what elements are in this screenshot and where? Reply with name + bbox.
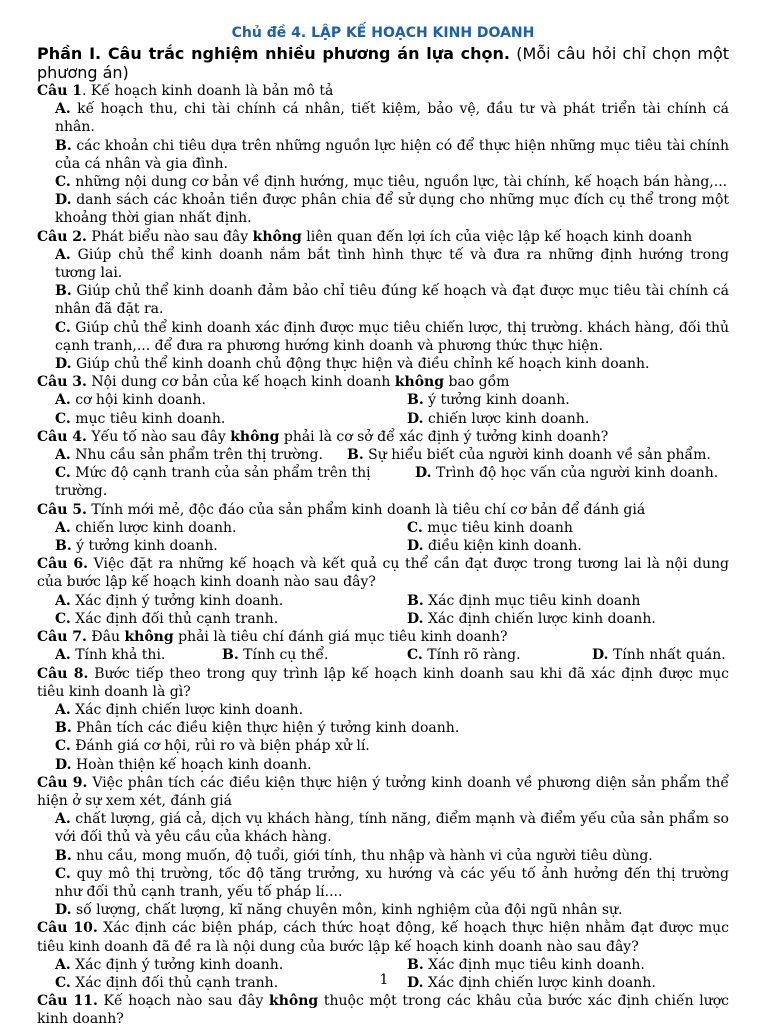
option-d: [407, 410, 729, 428]
option-text: Xác định đối thủ cạnh tranh.: [75, 610, 279, 627]
option-text: Giúp chủ thể kinh doanh chủ động thực hiện và điều chỉnh kế hoạch kinh doanh.: [75, 356, 650, 373]
question-text: Tính mới mẻ, độc đáo của sản phẩm kinh doanh là tiêu chí cơ bản để đánh giá: [86, 501, 646, 518]
option-key: C.: [55, 410, 71, 427]
question-number: Câu 3.: [37, 374, 87, 391]
question-text: Việc đặt ra những kế hoạch và kết quả cụ thể cần đạt được trong tương lai là nội dung của bước lập kế hoạch kinh doanh nào sau đây?: [37, 556, 729, 591]
option-text: kế hoạch thu, chi tài chính cá nhân, tiết kiệm, bảo vệ, đầu tư và phát triển tài chính cá nhân.: [55, 101, 729, 136]
option-key: A.: [55, 519, 71, 536]
option-a: [37, 701, 729, 719]
option-key: D.: [55, 356, 72, 373]
option-c: [407, 519, 729, 537]
question-6: [37, 555, 729, 591]
option-row: [37, 646, 729, 664]
option-c: [37, 319, 729, 355]
option-key: A.: [55, 956, 71, 973]
option-text: Sự hiểu biết của người kinh doanh về sản phẩm.: [368, 447, 711, 464]
option-b: [407, 391, 729, 409]
option-text: mục tiêu kinh doanh.: [75, 410, 226, 427]
question-1: [37, 82, 729, 100]
option-key: B.: [55, 538, 72, 555]
option-key: A.: [55, 246, 71, 263]
option-a: [55, 519, 407, 537]
option-row: [37, 391, 729, 409]
question-text-end: thuộc một trong các khâu của bước xác định chiến lược kinh doanh?: [37, 993, 729, 1028]
question-number: Câu 1: [37, 83, 83, 99]
question-emphasis: không: [394, 374, 445, 391]
option-key: D.: [55, 192, 72, 209]
question-text: Yếu tố nào sau đây: [86, 428, 231, 445]
option-text: điều kiện kinh doanh.: [427, 538, 582, 555]
option-c: [55, 610, 407, 628]
option-text: Xác định ý tưởng kinh doanh.: [75, 956, 284, 973]
question-number: Câu 10.: [37, 920, 98, 937]
question-8: [37, 665, 729, 701]
option-b: [37, 719, 729, 737]
option-key: B.: [55, 720, 72, 737]
question-text-end: phải là cơ sở để xác định ý tưởng kinh doanh?: [279, 428, 609, 445]
question-2: [37, 228, 729, 246]
question-number: Câu 7.: [37, 629, 87, 646]
option-text: Xác định ý tưởng kinh doanh.: [75, 592, 284, 609]
option-key: B.: [55, 847, 72, 864]
part-label: Phần I. Câu trắc nghiệm nhiều phương án lựa chọn.: [37, 44, 510, 63]
question-text: Việc phân tích các điều kiện thực hiện ý tưởng kinh doanh về phương diện sản phẩm thể hiện ở sự xem xét, đánh giá: [37, 774, 729, 809]
option-key: C.: [55, 174, 71, 191]
question-text: Đâu: [86, 629, 125, 646]
question-emphasis: không: [269, 993, 319, 1010]
option-text: các khoản chi tiêu dựa trên những nguồn lực hiện có để thực hiện những mục tiêu tài chính của cá nhân và gia đình.: [55, 137, 730, 172]
option-text: Tính nhất quán.: [612, 647, 726, 664]
question-number: Câu 9.: [37, 774, 88, 791]
option-key: A.: [55, 101, 71, 118]
question-11: [37, 992, 729, 1028]
question-number: Câu 6.: [37, 556, 89, 573]
option-c: [37, 865, 729, 901]
option-row: [37, 464, 729, 500]
option-text: chiến lược kinh doanh.: [75, 519, 237, 536]
part-heading: [37, 44, 729, 82]
option-c: [37, 737, 729, 755]
option-key: A.: [55, 701, 71, 718]
option-row: [37, 610, 729, 628]
option-a: [55, 646, 222, 664]
option-key: D.: [592, 647, 609, 664]
option-key: D.: [415, 465, 432, 482]
option-text: nhu cầu, mong muốn, độ tuổi, giới tính, thu nhập và hành vi của người tiêu dùng.: [76, 847, 653, 864]
question-7: [37, 628, 729, 646]
option-key: C.: [55, 865, 71, 882]
option-d: [415, 464, 729, 500]
option-b: [407, 592, 729, 610]
option-text: cơ hội kinh doanh.: [75, 392, 206, 409]
option-key: A.: [55, 392, 71, 409]
option-a: [55, 446, 347, 464]
question-number: Câu 5.: [37, 501, 87, 518]
option-b: [37, 847, 729, 865]
option-text: Tính khả thi.: [75, 647, 166, 664]
option-key: D.: [55, 756, 72, 773]
option-key: A.: [55, 447, 71, 464]
option-text: những nội dung cơ bản về định hướng, mục tiêu, nguồn lực, tài chính, kế hoạch bán hàng,...: [75, 174, 728, 191]
option-b: [55, 537, 407, 555]
question-text: Phát biểu nào sau đây: [86, 228, 253, 245]
option-text: Tính cụ thể.: [243, 647, 329, 664]
option-b: [37, 137, 729, 173]
question-number: Câu 2.: [37, 228, 87, 245]
option-key: B.: [55, 137, 72, 154]
question-emphasis: không: [230, 428, 280, 445]
option-key: A.: [55, 811, 71, 828]
option-a: [37, 100, 729, 136]
option-text: Giúp chủ thể kinh doanh nắm bắt tình hình thực tế và đưa ra những định hướng trong tương lai.: [55, 246, 730, 282]
option-b: [222, 646, 407, 664]
question-emphasis: không: [124, 629, 174, 646]
option-key: A.: [55, 592, 71, 609]
option-key: B.: [407, 592, 424, 609]
option-a: [37, 810, 729, 846]
option-text: Xác định chiến lược kinh doanh.: [427, 974, 656, 991]
option-key: C.: [55, 319, 71, 336]
question-text: Kế hoạch nào sau đây: [97, 993, 270, 1010]
option-text: Nhu cầu sản phẩm trên thị trường.: [75, 447, 323, 464]
option-text: Phân tích các điều kiện thực hiện ý tưởng kinh doanh.: [76, 720, 460, 737]
option-text: Xác định chiến lược kinh doanh.: [75, 701, 304, 718]
option-text: ý tưởng kinh doanh.: [76, 538, 218, 555]
option-a: [55, 391, 407, 409]
option-key: D.: [407, 974, 424, 991]
option-key: A.: [55, 647, 71, 664]
option-b: [37, 282, 729, 318]
option-d: [407, 537, 729, 555]
option-key: B.: [222, 647, 239, 664]
question-10: [37, 919, 729, 955]
option-key: C.: [407, 519, 423, 536]
option-text: mục tiêu kinh doanh: [427, 519, 573, 536]
option-text: Giúp chủ thể kinh doanh đảm bảo chỉ tiêu đúng kế hoạch và đạt được mục tiêu tài chính cá nhân đã đặt ra.: [55, 283, 729, 318]
option-text: Đánh giá cơ hội, rủi ro và biện pháp xử lí.: [75, 738, 370, 755]
option-text: danh sách các khoản tiền được phân chia để sử dụng cho những mục đích cụ thể trong một khoảng thời gian nhất định.: [55, 192, 730, 227]
option-row: [37, 446, 729, 464]
option-d: [592, 646, 729, 664]
option-key: C.: [407, 647, 423, 664]
option-text: ý tưởng kinh doanh.: [428, 392, 570, 409]
option-key: B.: [407, 956, 424, 973]
document-page: [37, 22, 729, 1029]
option-row: [37, 519, 729, 537]
option-row: [37, 592, 729, 610]
option-text: quy mô thị trường, tốc độ tăng trưởng, xu hướng và các yếu tố ảnh hưởng đến thị trường như đối thủ cạnh tranh, yếu tố pháp lí....: [55, 865, 729, 900]
question-number: Câu 8.: [37, 665, 89, 682]
option-b: [347, 446, 729, 464]
option-key: B.: [407, 392, 424, 409]
option-c: [55, 464, 415, 500]
option-key: C.: [55, 738, 71, 755]
question-text-end: liên quan đến lợi ích của việc lập kế hoạch kinh doanh: [301, 228, 693, 245]
option-text: Trình độ học vấn của người kinh doanh.: [435, 465, 719, 482]
option-key: D.: [407, 410, 424, 427]
question-number: Câu 11.: [37, 993, 98, 1010]
option-a: [55, 592, 407, 610]
option-c: [37, 173, 729, 191]
option-text: chất lượng, giá cả, dịch vụ khách hàng, tính năng, điểm mạnh và điểm yếu của sản phẩm so với đối thủ và yêu cầu của khách hàng.: [55, 811, 729, 846]
option-key: B.: [347, 447, 364, 464]
question-4: [37, 428, 729, 446]
option-key: D.: [55, 902, 72, 919]
question-number: Câu 4.: [37, 428, 87, 445]
option-row: [37, 537, 729, 555]
option-text: Giúp chủ thể kinh doanh xác định được mục tiêu chiến lược, thị trường. khách hàng, đối thủ cạnh tranh,... để đưa ra phương hướng kinh doanh và phương thức thực hiện.: [55, 319, 729, 354]
option-d: [407, 610, 729, 628]
question-3: [37, 373, 729, 391]
option-key: D.: [407, 538, 424, 555]
option-text: Xác định mục tiêu kinh doanh.: [428, 956, 645, 973]
option-d: [37, 756, 729, 774]
option-d: [37, 191, 729, 227]
option-text: Xác định chiến lược kinh doanh.: [427, 610, 656, 627]
option-key: C.: [55, 610, 71, 627]
option-text: chiến lược kinh doanh.: [427, 410, 590, 427]
question-text: Bước tiếp theo trong quy trình lập kế hoạch kinh doanh sau khi đã xác định được mục tiêu kinh doanh là gì?: [37, 665, 729, 700]
question-emphasis: không: [252, 228, 302, 245]
option-c: [407, 646, 592, 664]
question-text: . Kế hoạch kinh doanh là bản mô tả: [82, 83, 334, 99]
question-text-end: phải là tiêu chí đánh giá mục tiêu kinh doanh?: [173, 629, 508, 646]
option-key: B.: [55, 283, 72, 300]
page-number: 1: [379, 972, 389, 988]
option-text: Xác định đối thủ cạnh tranh.: [75, 974, 279, 991]
option-text: Mức độ cạnh tranh của sản phẩm trên thị trường.: [55, 465, 371, 500]
question-text: Xác định các biện pháp, cách thức hoạt động, kế hoạch thực hiện nhằm đạt được mục tiêu kinh doanh đã đề ra là nội dung của bước lập kế hoạch kinh doanh nào sau đây?: [37, 920, 729, 955]
part-note: (Mỗi câu hỏi chỉ chọn một phương án): [37, 44, 730, 82]
question-text: Nội dung cơ bản của kế hoạch kinh doanh: [86, 374, 395, 391]
option-text: Hoàn thiện kế hoạch kinh doanh.: [75, 756, 312, 773]
option-a: [37, 246, 729, 282]
option-key: C.: [55, 465, 71, 482]
option-d: [37, 901, 729, 919]
question-9: [37, 774, 729, 810]
option-text: Tính rõ ràng.: [427, 647, 521, 664]
option-text: số lượng, chất lượng, kĩ năng chuyên môn, kinh nghiệm của đội ngũ nhân sự.: [75, 902, 623, 919]
option-text: Xác định mục tiêu kinh doanh: [428, 592, 641, 609]
option-key: C.: [55, 974, 71, 991]
question-5: [37, 501, 729, 519]
question-text-end: bao gồm: [444, 374, 510, 391]
option-c: [55, 410, 407, 428]
page-title: Chủ đề 4. LẬP KẾ HOẠCH KINH DOANH: [231, 25, 535, 41]
option-row: [37, 410, 729, 428]
option-key: D.: [407, 610, 424, 627]
option-d: [37, 355, 729, 373]
